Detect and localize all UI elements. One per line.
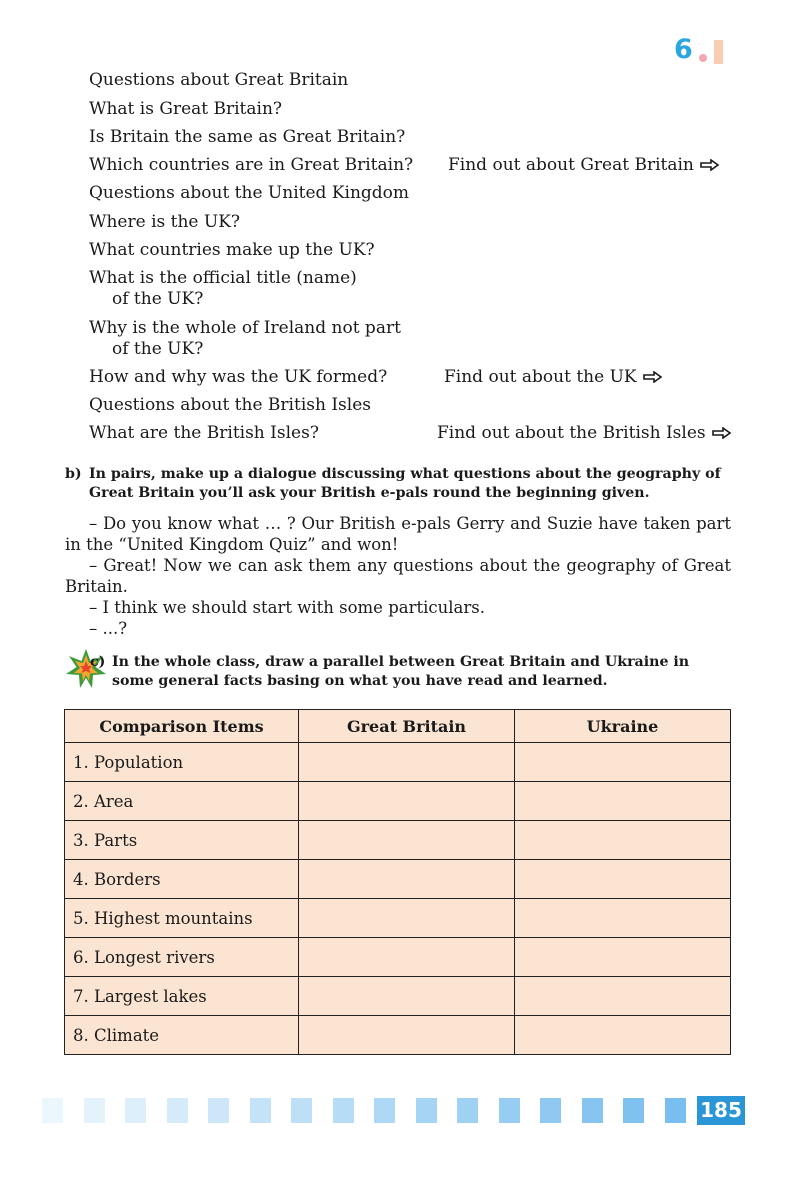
- footer-square: [540, 1098, 561, 1123]
- footer-square: [623, 1098, 644, 1123]
- dialogue-line: – Great! Now we can ask them any questions about the geography of Great Britain.: [65, 556, 731, 596]
- table-row: [65, 977, 731, 1016]
- footer-square: [499, 1098, 520, 1123]
- ukraine-cell[interactable]: [515, 743, 731, 782]
- question-line: What are the British Isles?: [89, 423, 319, 443]
- find-link-label: Find out about the British Isles: [437, 423, 706, 443]
- question-line: Why is the whole of Ireland not part: [89, 318, 401, 338]
- footer-square: [42, 1098, 63, 1123]
- footer-square: [167, 1098, 188, 1123]
- table-row: [65, 938, 731, 977]
- task-b: [65, 465, 735, 503]
- footer-square: [416, 1098, 437, 1123]
- great-britain-cell[interactable]: [299, 821, 515, 860]
- footer-square: [582, 1098, 603, 1123]
- question-line: of the UK?: [112, 289, 204, 309]
- great-britain-cell[interactable]: [299, 1016, 515, 1055]
- footer-square: [665, 1098, 686, 1123]
- great-britain-cell[interactable]: [299, 782, 515, 821]
- task-c: [90, 653, 734, 691]
- table-item: 3. Parts: [65, 821, 299, 860]
- task-b-label: b): [65, 466, 82, 482]
- great-britain-cell[interactable]: [299, 860, 515, 899]
- question-line: How and why was the UK formed?: [89, 367, 388, 387]
- question-line: What countries make up the UK?: [89, 240, 375, 260]
- footer-square: [374, 1098, 395, 1123]
- question-line: Questions about the British Isles: [89, 395, 371, 415]
- ukraine-cell[interactable]: [515, 977, 731, 1016]
- dialogue-line: – ...?: [89, 619, 128, 638]
- ukraine-cell[interactable]: [515, 860, 731, 899]
- page-number: 185: [697, 1096, 745, 1125]
- great-britain-cell[interactable]: [299, 899, 515, 938]
- question-line: of the UK?: [112, 339, 204, 359]
- unit-bar: [714, 40, 723, 64]
- arrow-right-icon: [712, 427, 732, 439]
- ukraine-cell[interactable]: [515, 1016, 731, 1055]
- task-b-text: In pairs, make up a dialogue discussing what questions about the geography of Great Britain you’ll ask your British e-pals round the beginning given.: [89, 466, 721, 501]
- question-line: What is the official title (name): [89, 268, 357, 288]
- comparison-table: [64, 709, 731, 1055]
- dialogue-line: – Do you know what … ? Our British e-pals Gerry and Suzie have taken part in the “United Kingdom Quiz” and won!: [65, 514, 731, 554]
- question-line: Where is the UK?: [89, 212, 241, 232]
- find-british-isles-link[interactable]: [437, 423, 732, 443]
- question-line: Questions about Great Britain: [89, 70, 349, 90]
- unit-number: 6: [674, 34, 693, 65]
- table-item: 5. Highest mountains: [65, 899, 299, 938]
- task-c-text: In the whole class, draw a parallel between Great Britain and Ukraine in some general facts basing on what you have read and learned.: [112, 654, 690, 689]
- ukraine-cell[interactable]: [515, 899, 731, 938]
- task-c-label: c): [90, 654, 106, 670]
- great-britain-cell[interactable]: [299, 977, 515, 1016]
- footer-square: [250, 1098, 271, 1123]
- table-header: Ukraine: [515, 710, 731, 743]
- question-line: Is Britain the same as Great Britain?: [89, 127, 406, 147]
- find-link-label: Find out about the UK: [444, 367, 637, 387]
- great-britain-cell[interactable]: [299, 938, 515, 977]
- table-item: 4. Borders: [65, 860, 299, 899]
- footer-square: [125, 1098, 146, 1123]
- find-uk-link[interactable]: [444, 367, 663, 387]
- table-row: [65, 860, 731, 899]
- dialogue: [65, 513, 731, 639]
- table-row: [65, 899, 731, 938]
- footer-square: [457, 1098, 478, 1123]
- find-link-label: Find out about Great Britain: [448, 155, 694, 175]
- question-line: Which countries are in Great Britain?: [89, 155, 414, 175]
- table-header: Comparison Items: [65, 710, 299, 743]
- arrow-right-icon: [643, 371, 663, 383]
- question-line: Questions about the United Kingdom: [89, 183, 410, 203]
- table-item: 8. Climate: [65, 1016, 299, 1055]
- table-item: 6. Longest rivers: [65, 938, 299, 977]
- question-line: What is Great Britain?: [89, 99, 283, 119]
- ukraine-cell[interactable]: [515, 782, 731, 821]
- great-britain-cell[interactable]: [299, 743, 515, 782]
- footer-square: [291, 1098, 312, 1123]
- dialogue-line: – I think we should start with some particulars.: [89, 598, 485, 617]
- ukraine-cell[interactable]: [515, 938, 731, 977]
- table-row: [65, 782, 731, 821]
- table-row: [65, 743, 731, 782]
- table-header: Great Britain: [299, 710, 515, 743]
- table-item: 2. Area: [65, 782, 299, 821]
- unit-dot: [699, 54, 707, 62]
- table-header-row: [65, 710, 731, 743]
- footer-square: [333, 1098, 354, 1123]
- table-item: 1. Population: [65, 743, 299, 782]
- ukraine-cell[interactable]: [515, 821, 731, 860]
- table-row: [65, 1016, 731, 1055]
- footer-square: [208, 1098, 229, 1123]
- footer-square: [84, 1098, 105, 1123]
- find-great-britain-link[interactable]: [448, 155, 720, 175]
- table-item: 7. Largest lakes: [65, 977, 299, 1016]
- arrow-right-icon: [700, 159, 720, 171]
- table-row: [65, 821, 731, 860]
